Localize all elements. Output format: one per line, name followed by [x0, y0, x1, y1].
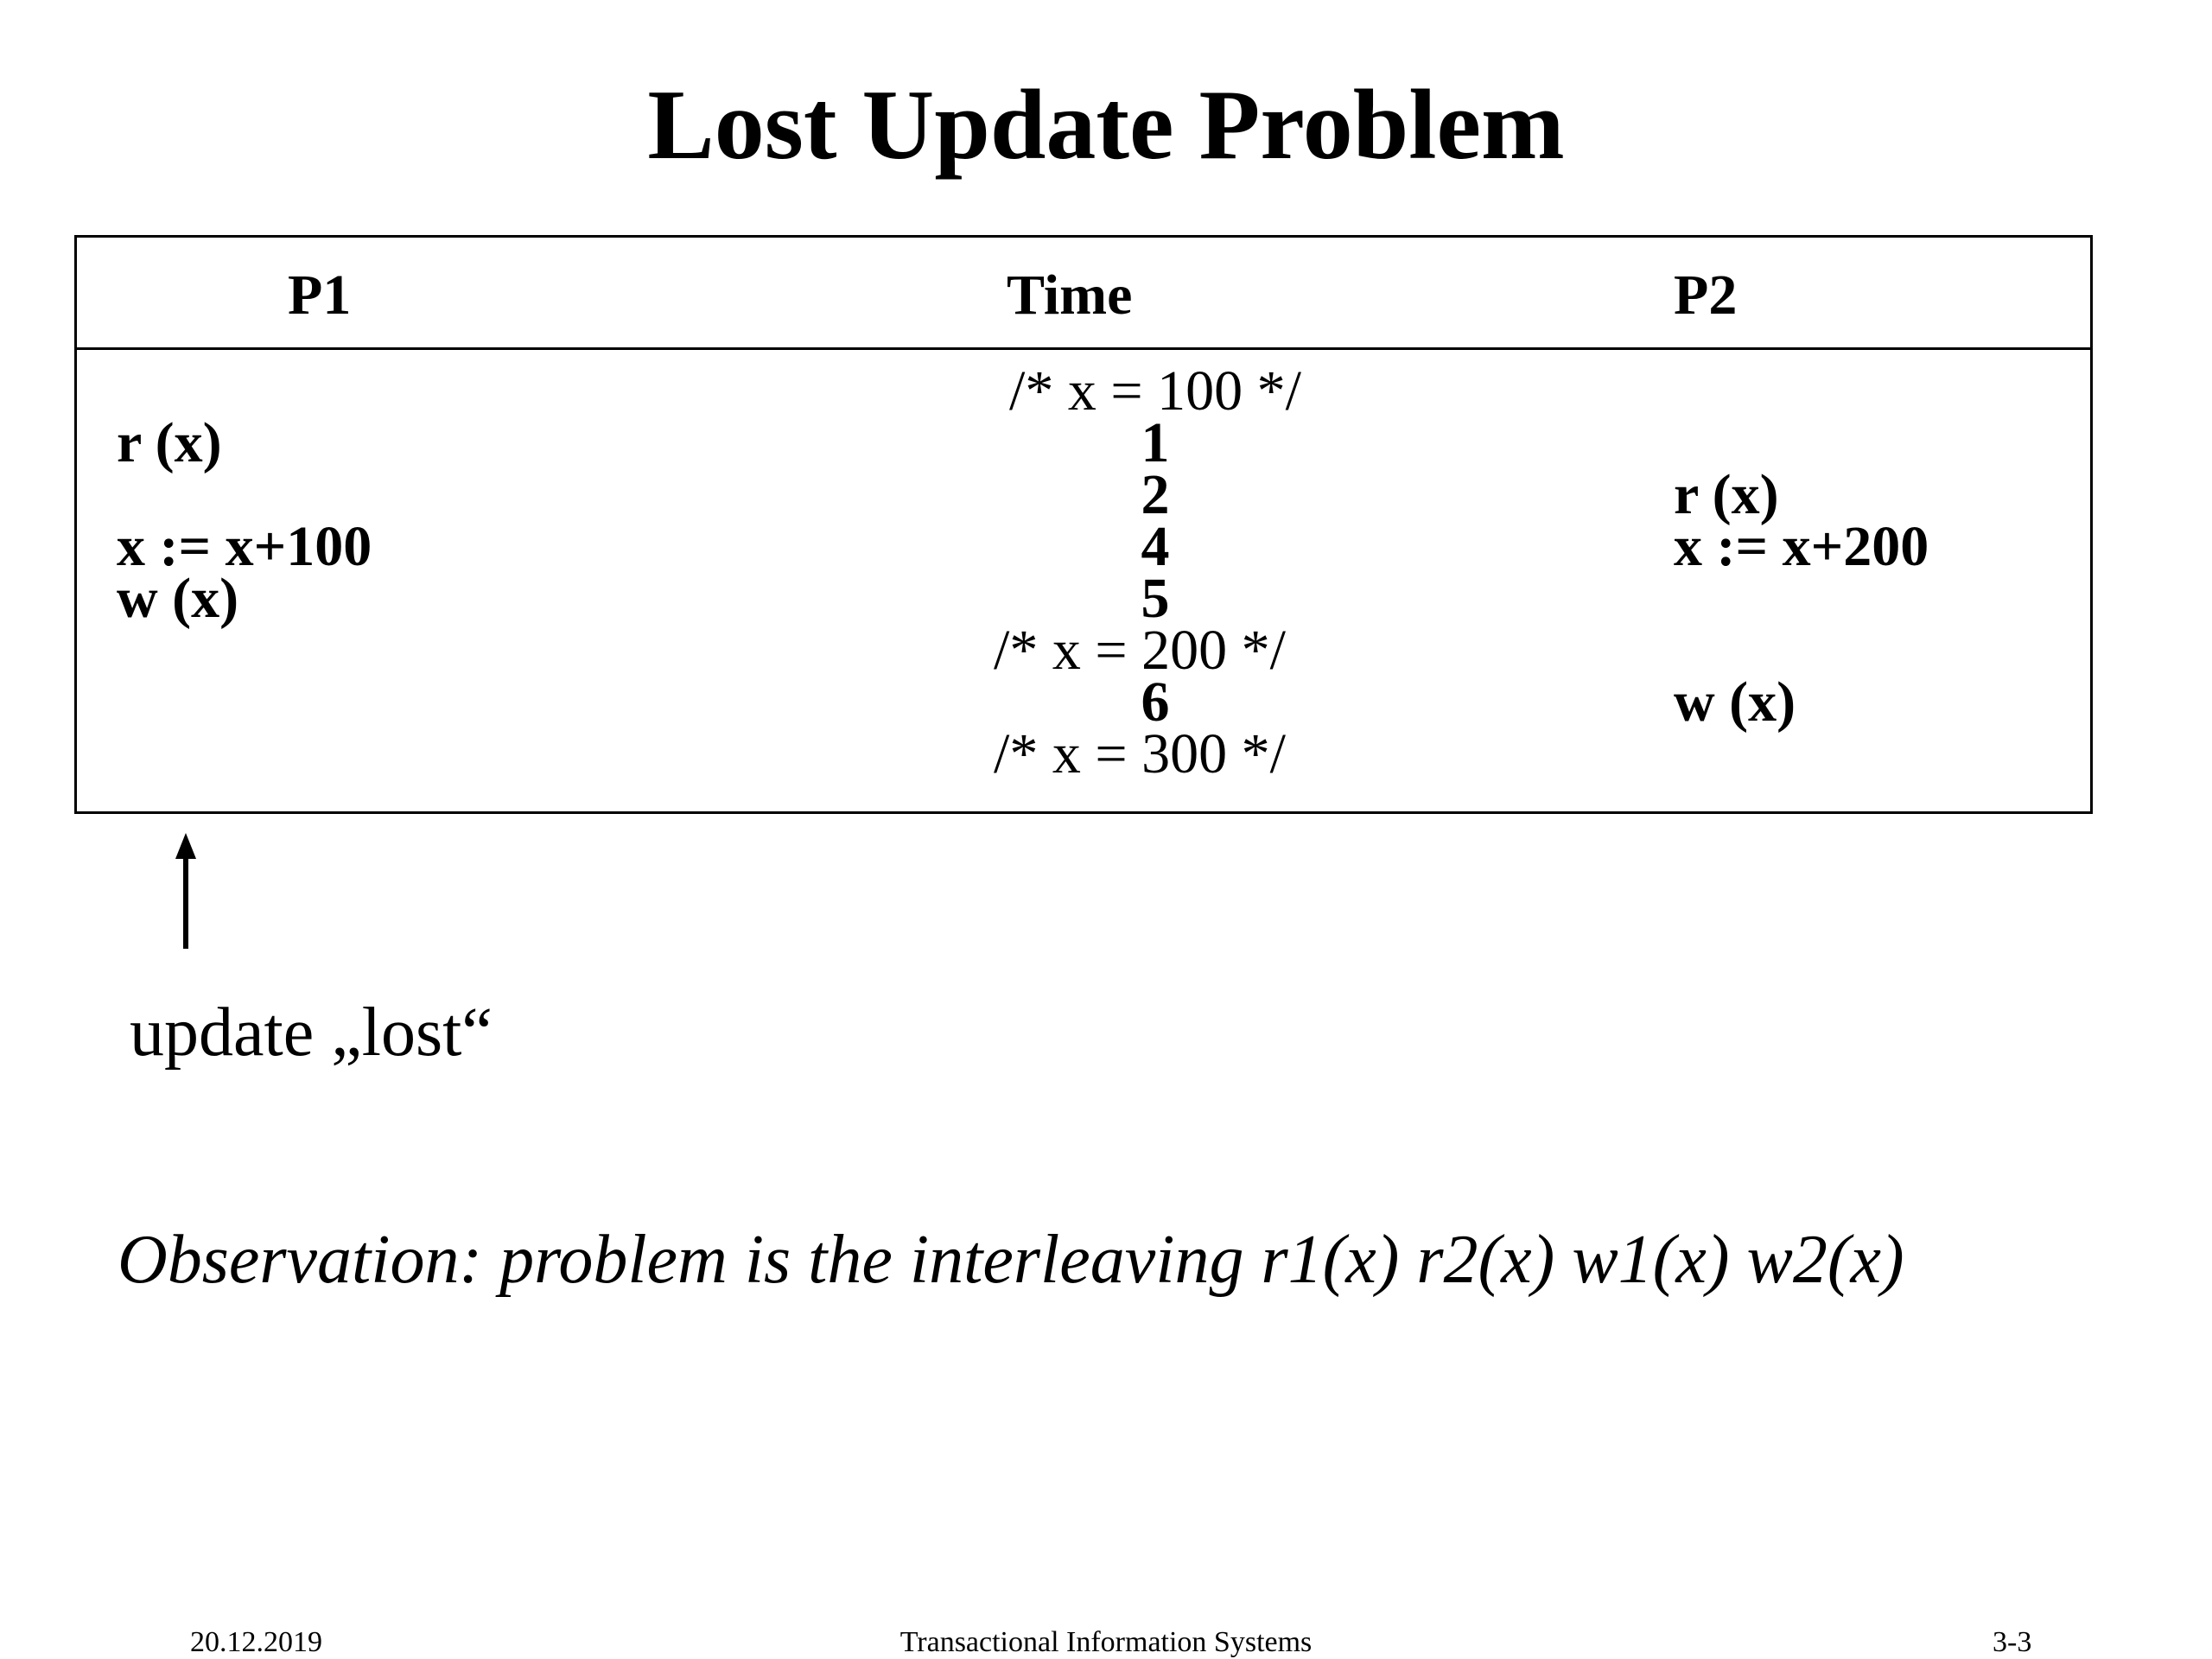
p1-read-op: r (x) [117, 411, 222, 474]
lost-update-label: update „lost“ [130, 995, 493, 1071]
time-state-initial: /* x = 100 */ [1009, 359, 1301, 423]
footer-date: 20.12.2019 [190, 1626, 322, 1658]
time-step-2: 2 [1141, 463, 1170, 526]
schedule-table [74, 235, 2093, 814]
p2-write-op: w (x) [1674, 671, 1796, 734]
time-step-4: 4 [1141, 515, 1170, 578]
time-state-after-w1: /* x = 200 */ [994, 619, 1286, 682]
footer-page-number: 3-3 [1993, 1626, 2032, 1658]
p2-update-op: x := x+200 [1674, 515, 1929, 578]
header-p1: P1 [288, 264, 352, 327]
header-divider [77, 347, 2090, 350]
time-step-6: 6 [1141, 671, 1170, 734]
p2-read-op: r (x) [1674, 463, 1779, 526]
p1-write-op: w (x) [117, 567, 239, 630]
p1-update-op: x := x+100 [117, 515, 372, 578]
observation-text: Observation: problem is the interleaving r1(x) r2(x) w1(x) w2(x) [118, 1222, 1904, 1298]
header-time: Time [1007, 264, 1133, 327]
up-arrow-icon [173, 833, 199, 949]
time-state-final: /* x = 300 */ [994, 722, 1286, 785]
time-step-5: 5 [1141, 567, 1170, 630]
header-p2: P2 [1674, 264, 1738, 327]
slide-title: Lost Update Problem [647, 70, 1565, 181]
time-step-1: 1 [1141, 411, 1170, 474]
footer-course-title: Transactional Information Systems [899, 1626, 1313, 1658]
